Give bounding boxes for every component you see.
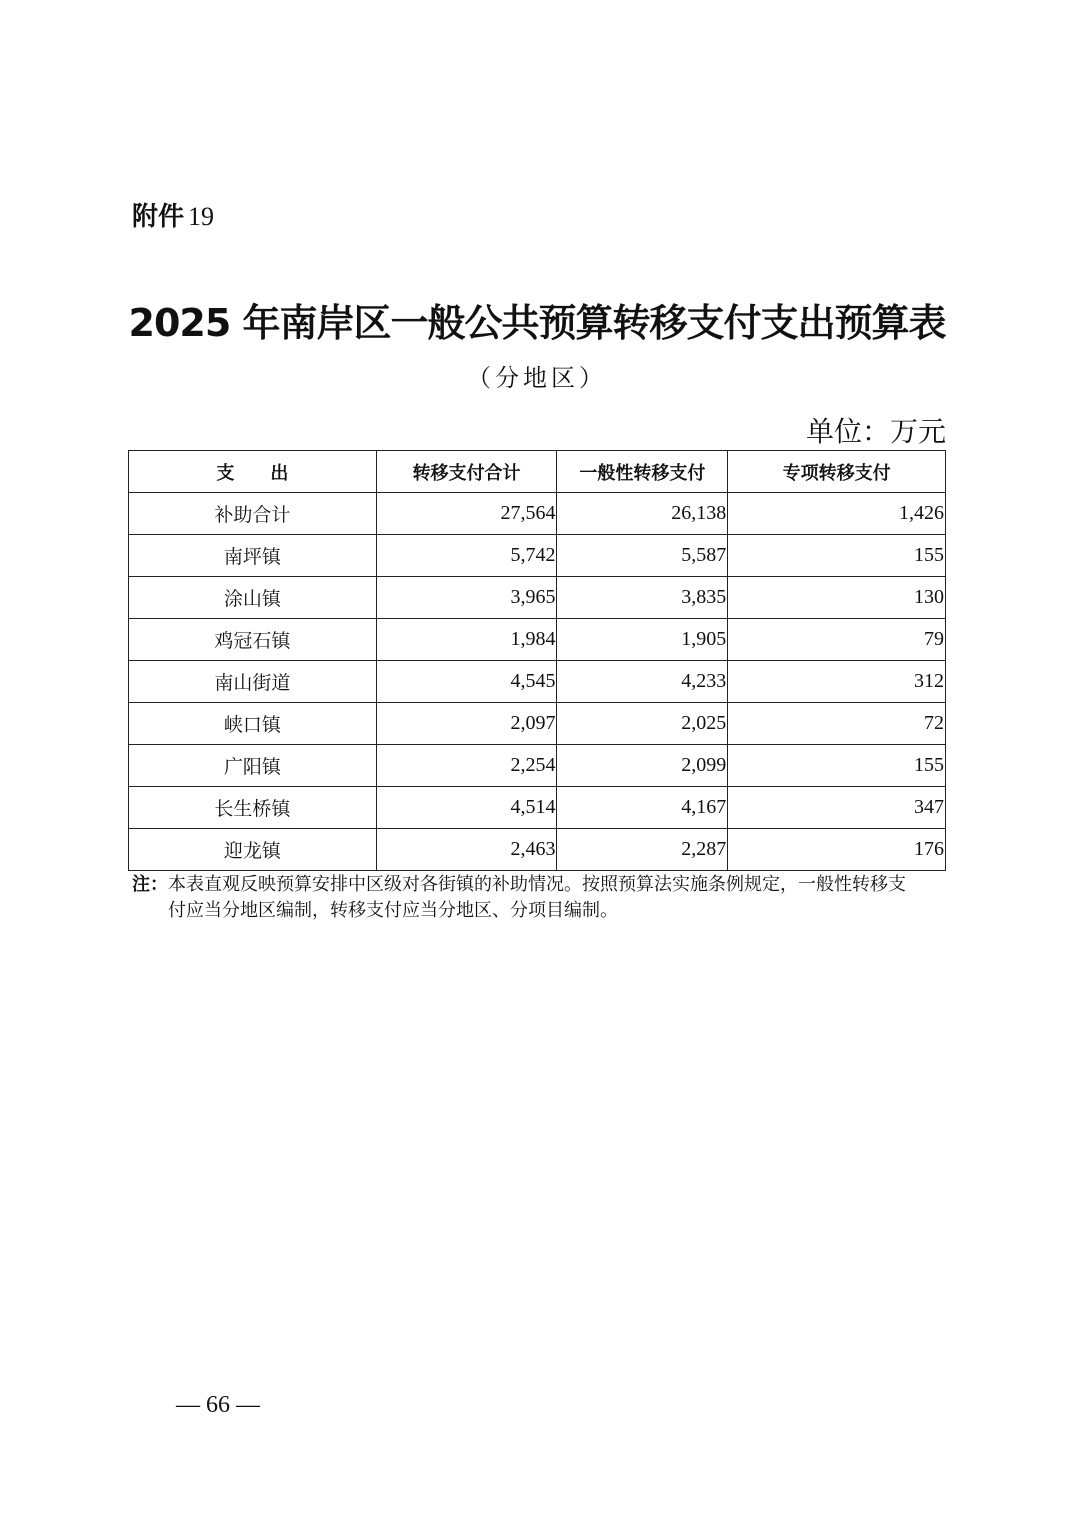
row-total: 4,514 bbox=[376, 787, 557, 829]
table-row bbox=[129, 787, 946, 829]
table-row bbox=[129, 493, 946, 535]
row-general: 5,587 bbox=[557, 535, 728, 577]
header-expenditure: 支 出 bbox=[129, 451, 377, 493]
attachment-label bbox=[132, 196, 214, 233]
row-special: 1,426 bbox=[728, 493, 946, 535]
footnote-line2: 付应当分地区编制，转移支付应当分地区、分项目编制。 bbox=[168, 900, 618, 921]
row-name: 南山街道 bbox=[129, 661, 377, 703]
row-name: 迎龙镇 bbox=[129, 829, 377, 871]
row-name: 南坪镇 bbox=[129, 535, 377, 577]
row-total: 27,564 bbox=[376, 493, 557, 535]
row-total: 2,463 bbox=[376, 829, 557, 871]
row-special: 155 bbox=[728, 535, 946, 577]
page-title: 2025 年南岸区一般公共预算转移支付支出预算表 bbox=[128, 301, 946, 345]
row-general: 1,905 bbox=[557, 619, 728, 661]
row-name: 峡口镇 bbox=[129, 703, 377, 745]
row-general: 3,835 bbox=[557, 577, 728, 619]
row-special: 347 bbox=[728, 787, 946, 829]
table-row bbox=[129, 619, 946, 661]
table-row bbox=[129, 703, 946, 745]
row-name: 鸡冠石镇 bbox=[129, 619, 377, 661]
header-general-transfer: 一般性转移支付 bbox=[557, 451, 728, 493]
row-special: 72 bbox=[728, 703, 946, 745]
header-total-transfer: 转移支付合计 bbox=[376, 451, 557, 493]
row-name: 补助合计 bbox=[129, 493, 377, 535]
row-special: 176 bbox=[728, 829, 946, 871]
row-name: 长生桥镇 bbox=[129, 787, 377, 829]
row-special: 130 bbox=[728, 577, 946, 619]
row-general: 4,167 bbox=[557, 787, 728, 829]
table-row bbox=[129, 661, 946, 703]
row-total: 2,097 bbox=[376, 703, 557, 745]
row-special: 79 bbox=[728, 619, 946, 661]
table-row bbox=[129, 829, 946, 871]
table-row bbox=[129, 577, 946, 619]
footnote-label: 注： bbox=[132, 874, 168, 895]
table-row bbox=[129, 535, 946, 577]
attachment-number: 19 bbox=[188, 202, 215, 231]
row-total: 2,254 bbox=[376, 745, 557, 787]
table-header-row bbox=[129, 451, 946, 493]
page-number: — 66 — bbox=[176, 1392, 260, 1418]
budget-table bbox=[128, 450, 946, 871]
attachment-text: 附件 bbox=[132, 202, 185, 232]
row-general: 2,025 bbox=[557, 703, 728, 745]
row-total: 4,545 bbox=[376, 661, 557, 703]
row-general: 2,099 bbox=[557, 745, 728, 787]
row-special: 312 bbox=[728, 661, 946, 703]
row-name: 广阳镇 bbox=[129, 745, 377, 787]
row-total: 5,742 bbox=[376, 535, 557, 577]
footnote bbox=[132, 872, 946, 924]
row-general: 2,287 bbox=[557, 829, 728, 871]
row-total: 3,965 bbox=[376, 577, 557, 619]
unit-label: 单位：万元 bbox=[805, 415, 946, 448]
row-total: 1,984 bbox=[376, 619, 557, 661]
row-special: 155 bbox=[728, 745, 946, 787]
table-row bbox=[129, 745, 946, 787]
header-special-transfer: 专项转移支付 bbox=[728, 451, 946, 493]
row-general: 26,138 bbox=[557, 493, 728, 535]
row-general: 4,233 bbox=[557, 661, 728, 703]
page-subtitle: （分地区） bbox=[467, 364, 607, 392]
row-name: 涂山镇 bbox=[129, 577, 377, 619]
footnote-line1: 本表直观反映预算安排中区级对各街镇的补助情况。按照预算法实施条例规定，一般性转移支 bbox=[168, 874, 906, 895]
